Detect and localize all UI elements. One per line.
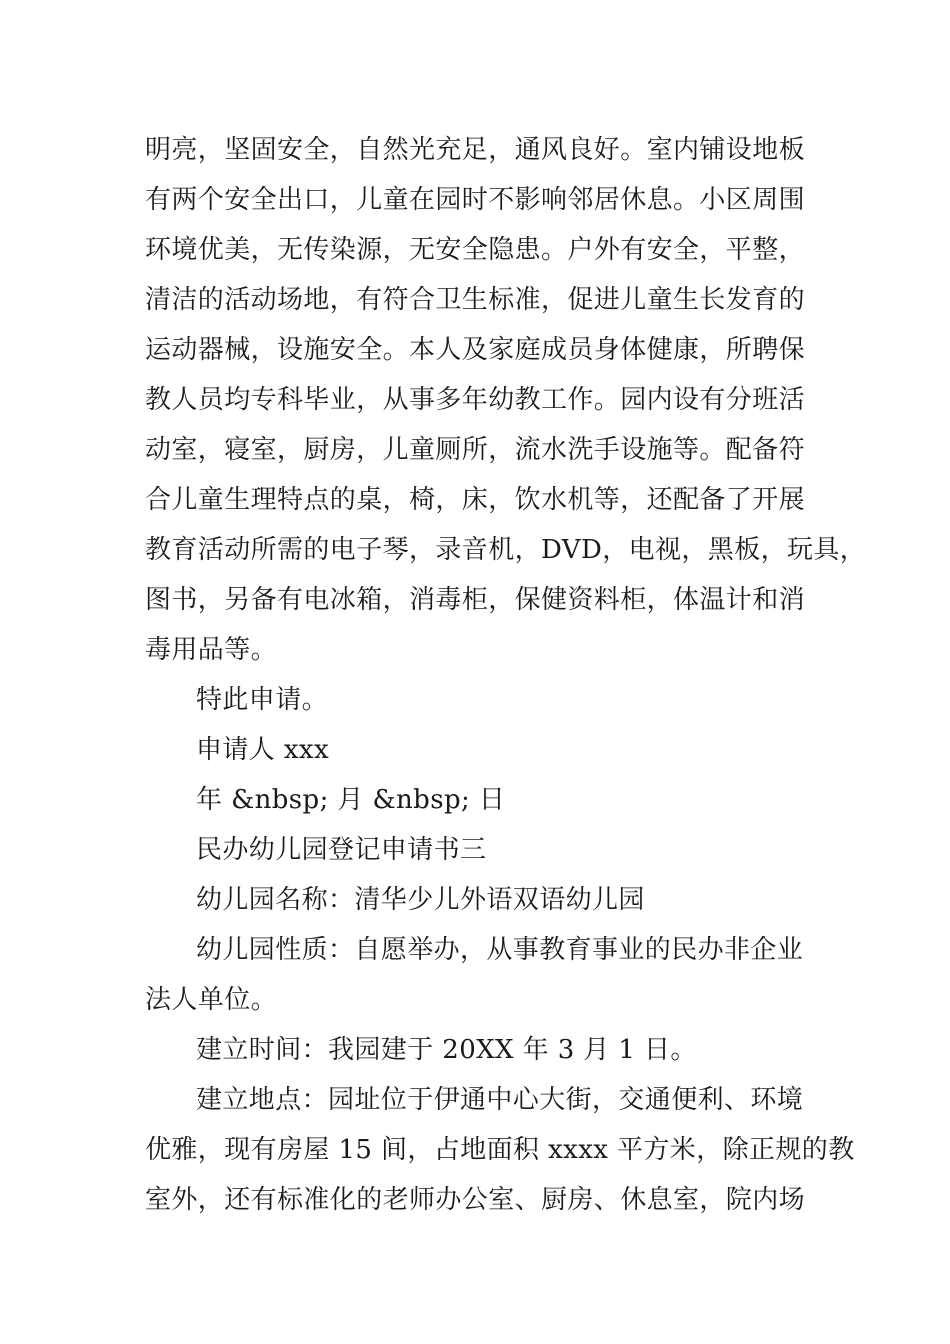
paragraph-line: 毒用品等。	[145, 635, 278, 665]
paragraph-line: 动室，寝室，厨房，儿童厕所，流水洗手设施等。配备符	[145, 435, 806, 465]
paragraph-line: 优雅，现有房屋 15 间，占地面积 xxxx 平方米，除正规的教	[145, 1135, 855, 1165]
paragraph-line: 教人员均专科毕业，从事多年幼教工作。园内设有分班活	[145, 385, 806, 415]
paragraph-line: 有两个安全出口，儿童在园时不影响邻居休息。小区周围	[145, 185, 806, 215]
applicant-signature: 申请人 xxx	[196, 735, 330, 765]
paragraph-line: 环境优美，无传染源，无安全隐患。户外有安全，平整，	[145, 235, 806, 265]
section-title: 民办幼儿园登记申请书三	[196, 835, 487, 865]
paragraph-line: 合儿童生理特点的桌，椅，床，饮水机等，还配备了开展	[145, 485, 806, 515]
founding-location: 建立地点：园址位于伊通中心大街，交通便利、环境	[196, 1085, 804, 1115]
paragraph-line: 法人单位。	[145, 985, 278, 1015]
paragraph-line: 运动器械，设施安全。本人及家庭成员身体健康，所聘保	[145, 335, 806, 365]
date-line: 年 &nbsp; 月 &nbsp; 日	[196, 785, 506, 815]
kindergarten-name: 幼儿园名称：清华少儿外语双语幼儿园	[196, 885, 645, 915]
paragraph-line: 室外，还有标准化的老师办公室、厨房、休息室，院内场	[145, 1185, 806, 1215]
paragraph-line: 明亮，坚固安全，自然光充足，通风良好。室内铺设地板	[145, 135, 806, 165]
closing-request: 特此申请。	[196, 685, 329, 715]
paragraph-line: 清洁的活动场地，有符合卫生标准，促进儿童生长发育的	[145, 285, 806, 315]
founding-time: 建立时间：我园建于 20XX 年 3 月 1 日。	[196, 1035, 697, 1065]
kindergarten-nature: 幼儿园性质：自愿举办，从事教育事业的民办非企业	[196, 935, 804, 965]
paragraph-line: 图书，另备有电冰箱，消毒柜，保健资料柜，体温计和消	[145, 585, 806, 615]
paragraph-line: 教育活动所需的电子琴，录音机，DVD，电视，黑板，玩具，	[145, 535, 867, 565]
